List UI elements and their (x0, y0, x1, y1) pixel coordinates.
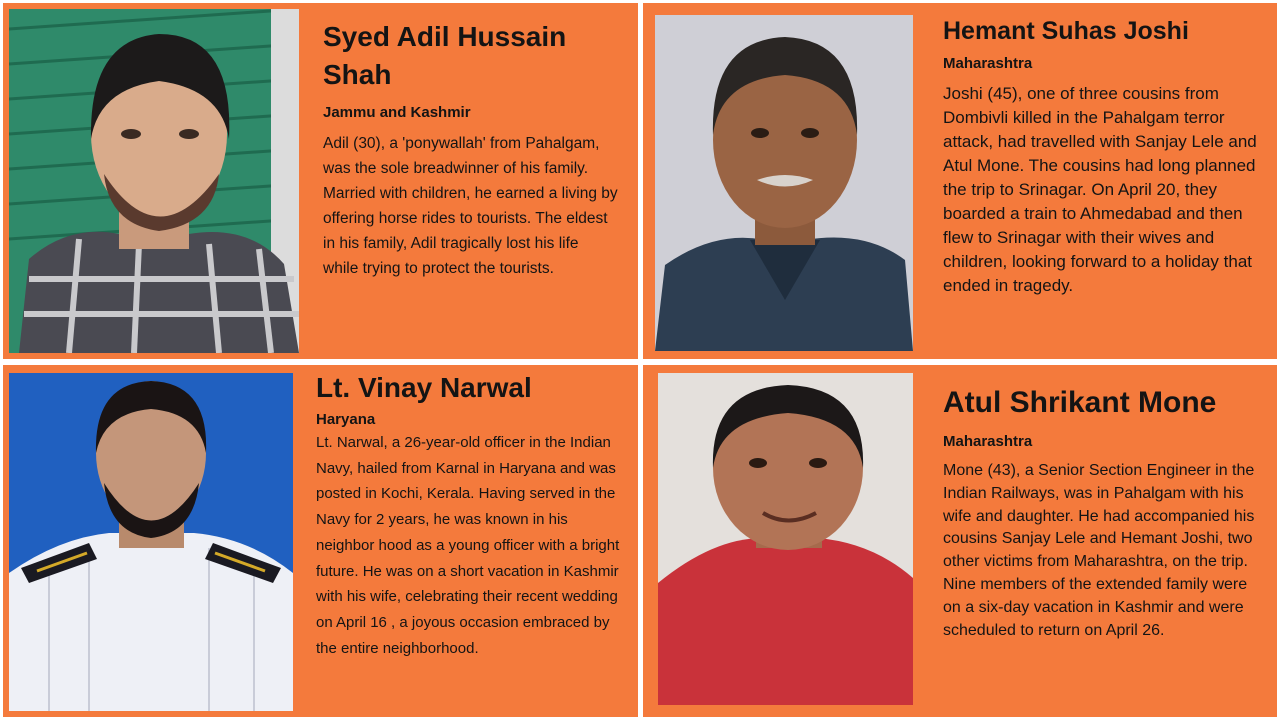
victim-bio: Adil (30), a 'ponywallah' from Pahalgam, was the sole breadwinner of his family. Married with children, he earned a living by offering horse rides to tourists. The eldest in his family, Adil tragically lost his life while trying to protect the tourists. (323, 135, 618, 277)
portrait-photo-adil (9, 9, 299, 353)
victim-name: Hemant Suhas Joshi (943, 17, 1189, 45)
victim-card-hemant (643, 3, 1277, 359)
victim-name: Atul Shrikant Mone (943, 386, 1217, 419)
card-text (323, 18, 618, 281)
victim-card-adil (3, 3, 638, 359)
victim-bio: Lt. Narwal, a 26-year-old officer in the Indian Navy, hailed from Karnal in Haryana and was posted in Kochi, Kerala. Having served in the Navy for 2 years, he was known in his neighbor hood as a young officer with a bright future. He was on a short vacation in Kashmir with his wife, celebrating their recent wedding on April 16 , a joyous occasion embraced by the entire neighborhood. (316, 434, 620, 657)
card-text (943, 15, 1268, 298)
victim-region: Jammu and Kashmir (323, 104, 471, 121)
card-text (316, 369, 621, 661)
victim-region: Maharashtra (943, 55, 1033, 72)
victim-name: Lt. Vinay Narwal (316, 372, 532, 403)
victim-card-vinay (3, 365, 638, 717)
portrait-photo-hemant (655, 15, 913, 351)
victim-name: Syed Adil Hussain Shah (323, 21, 567, 90)
card-text (943, 383, 1263, 642)
portrait-photo-vinay (9, 373, 293, 711)
victim-bio: Mone (43), a Senior Section Engineer in the Indian Railways, was in Pahalgam with his wife and daughter. He had accompanied his cousins Sanjay Lele and Hemant Joshi, two other victims from Maharashtra, on the trip. Nine members of the extended family were on a six-day vacation in Kashmir and were scheduled to return on April 26. (943, 462, 1255, 639)
victim-bio: Joshi (45), one of three cousins from Dombivli killed in the Pahalgam terror attack, had travelled with Sanjay Lele and Atul Mone. The cousins had long planned the trip to Srinagar. On April 20, they boarded a train to Ahmedabad and then flew to Srinagar with their wives and children, looking forward to a holiday that ended in tragedy. (943, 84, 1257, 295)
victim-region: Haryana (316, 411, 376, 428)
portrait-photo-atul (658, 373, 913, 705)
victim-region: Maharashtra (943, 433, 1033, 450)
victim-card-atul (643, 365, 1277, 717)
